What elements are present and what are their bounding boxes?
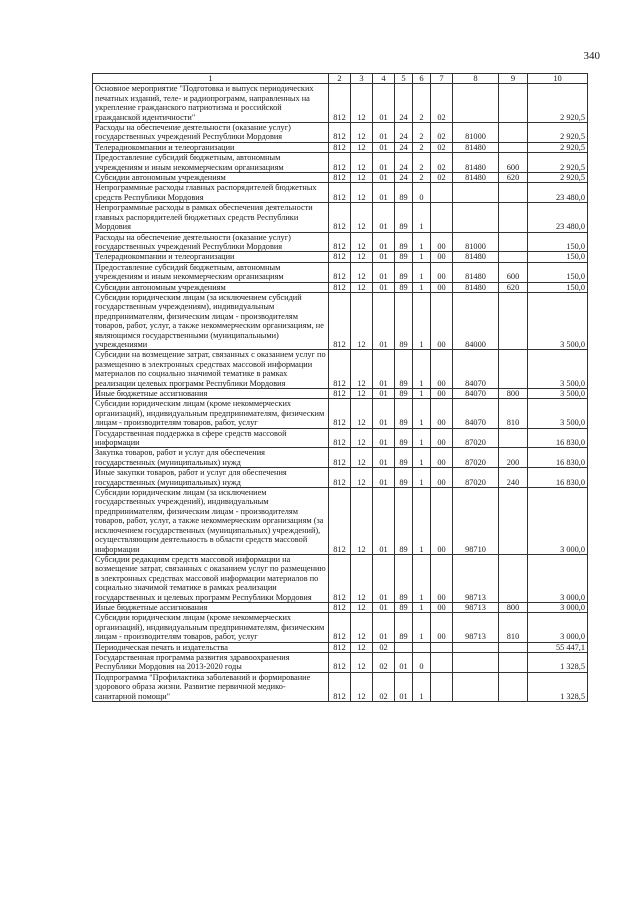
row-code-8: 81000	[453, 123, 499, 143]
row-code-3: 12	[351, 123, 373, 143]
row-code-3: 12	[351, 642, 373, 652]
row-code-9: 800	[499, 602, 528, 612]
row-code-6: 1	[413, 448, 431, 468]
row-code-2: 812	[329, 613, 351, 642]
row-code-6: 0	[413, 652, 431, 672]
row-amount: 3 000,0	[528, 602, 588, 612]
row-code-5: 89	[395, 399, 413, 428]
row-code-2: 812	[329, 554, 351, 602]
budget-table	[92, 73, 588, 702]
table-row	[93, 602, 588, 612]
row-code-3: 12	[351, 652, 373, 672]
row-code-2: 812	[329, 262, 351, 282]
row-amount: 16 830,0	[528, 448, 588, 468]
row-code-4: 01	[373, 252, 395, 262]
row-code-9: 620	[499, 282, 528, 292]
row-code-8: 87020	[453, 428, 499, 448]
row-code-7: 00	[431, 282, 453, 292]
row-code-8: 84070	[453, 399, 499, 428]
row-code-4: 01	[373, 399, 395, 428]
row-code-9	[499, 652, 528, 672]
row-description: Предоставление субсидий бюджетным, автономным учреждениям и иным некоммерческим организациям	[93, 153, 329, 173]
table-row	[93, 642, 588, 652]
row-code-9	[499, 183, 528, 203]
row-code-8	[453, 642, 499, 652]
table-row	[93, 84, 588, 123]
row-code-4: 01	[373, 428, 395, 448]
column-header-8: 8	[453, 74, 499, 84]
row-code-3: 12	[351, 232, 373, 252]
row-code-8	[453, 672, 499, 701]
row-code-2: 812	[329, 203, 351, 232]
row-description: Расходы на обеспечение деятельности (оказание услуг) государственных учреждений Республики Мордовия	[93, 232, 329, 252]
row-amount: 150,0	[528, 232, 588, 252]
column-header-2: 2	[329, 74, 351, 84]
row-code-3: 12	[351, 602, 373, 612]
row-code-3: 12	[351, 173, 373, 183]
row-description: Телерадиокомпании и телеорганизации	[93, 142, 329, 152]
row-description: Непрограммные расходы в рамках обеспечения деятельности главных распорядителей бюджетных средств Республики Мордовия	[93, 203, 329, 232]
row-code-9: 200	[499, 448, 528, 468]
row-amount: 150,0	[528, 262, 588, 282]
row-description: Субсидии редакциям средств массовой информации на возмещение затрат, связанных с оказанием услуг по размещению в электронных средствах массовой информации материалов по социально значимой тематике в рамках реализации государственных и целевых программ Республики Мордовия	[93, 554, 329, 602]
column-header-5: 5	[395, 74, 413, 84]
row-code-7: 00	[431, 350, 453, 389]
row-code-8: 84070	[453, 389, 499, 399]
row-code-9: 620	[499, 173, 528, 183]
row-code-2: 812	[329, 652, 351, 672]
row-code-5: 89	[395, 203, 413, 232]
row-code-2: 812	[329, 448, 351, 468]
row-description: Непрограммные расходы главных распорядителей бюджетных средств Республики Мордовия	[93, 183, 329, 203]
row-code-3: 12	[351, 428, 373, 448]
row-code-2: 812	[329, 142, 351, 152]
row-code-8: 98713	[453, 554, 499, 602]
row-code-2: 812	[329, 173, 351, 183]
row-description: Субсидии юридическим лицам (кроме некоммерческих организаций), индивидуальным предпринимателям, физическим лицам - производителям товаров, работ, услуг	[93, 399, 329, 428]
row-code-7: 02	[431, 173, 453, 183]
column-header-7: 7	[431, 74, 453, 84]
row-code-2: 812	[329, 350, 351, 389]
row-code-4: 01	[373, 183, 395, 203]
row-code-3: 12	[351, 672, 373, 701]
row-code-3: 12	[351, 142, 373, 152]
row-code-4: 01	[373, 554, 395, 602]
row-code-2: 812	[329, 153, 351, 173]
row-code-5: 89	[395, 389, 413, 399]
row-code-4: 01	[373, 142, 395, 152]
row-amount: 3 500,0	[528, 399, 588, 428]
row-code-6: 1	[413, 282, 431, 292]
row-code-7: 00	[431, 448, 453, 468]
row-code-3: 12	[351, 389, 373, 399]
row-code-8	[453, 84, 499, 123]
row-code-7: 00	[431, 399, 453, 428]
row-code-4: 01	[373, 232, 395, 252]
row-code-6: 2	[413, 142, 431, 152]
row-code-2: 812	[329, 389, 351, 399]
row-code-6: 1	[413, 350, 431, 389]
row-code-8: 81480	[453, 252, 499, 262]
row-code-5: 89	[395, 183, 413, 203]
row-code-7: 00	[431, 488, 453, 555]
row-code-9	[499, 252, 528, 262]
row-code-2: 812	[329, 282, 351, 292]
row-code-6: 1	[413, 252, 431, 262]
row-code-6: 1	[413, 428, 431, 448]
row-code-5: 01	[395, 672, 413, 701]
row-code-4: 01	[373, 123, 395, 143]
row-code-7: 02	[431, 84, 453, 123]
table-row	[93, 292, 588, 349]
table-row	[93, 142, 588, 152]
row-code-8: 81480	[453, 153, 499, 173]
row-code-5: 89	[395, 468, 413, 488]
row-code-8: 81480	[453, 142, 499, 152]
row-code-2: 812	[329, 672, 351, 701]
row-code-5: 24	[395, 123, 413, 143]
row-code-6: 1	[413, 389, 431, 399]
table-row	[93, 428, 588, 448]
row-amount: 2 920,5	[528, 123, 588, 143]
row-code-9: 810	[499, 399, 528, 428]
row-code-4: 01	[373, 488, 395, 555]
row-code-5: 89	[395, 252, 413, 262]
row-description: Закупка товаров, работ и услуг для обеспечения государственных (муниципальных) нужд	[93, 448, 329, 468]
row-code-9	[499, 554, 528, 602]
table-row	[93, 399, 588, 428]
row-code-3: 12	[351, 350, 373, 389]
row-code-8: 81480	[453, 262, 499, 282]
row-code-3: 12	[351, 448, 373, 468]
row-amount: 23 480,0	[528, 183, 588, 203]
row-code-5: 24	[395, 84, 413, 123]
row-code-5: 89	[395, 232, 413, 252]
table-row	[93, 488, 588, 555]
row-code-2: 812	[329, 84, 351, 123]
row-code-6: 2	[413, 123, 431, 143]
row-code-9	[499, 642, 528, 652]
row-code-4: 01	[373, 613, 395, 642]
row-amount: 2 920,5	[528, 84, 588, 123]
row-code-5: 01	[395, 652, 413, 672]
row-code-7	[431, 203, 453, 232]
row-amount: 16 830,0	[528, 428, 588, 448]
row-code-4: 01	[373, 173, 395, 183]
row-code-9: 240	[499, 468, 528, 488]
row-code-4: 01	[373, 203, 395, 232]
row-code-5: 89	[395, 292, 413, 349]
row-description: Субсидии автономным учреждениям	[93, 282, 329, 292]
row-description: Предоставление субсидий бюджетным, автономным учреждениям и иным некоммерческим организациям	[93, 262, 329, 282]
row-code-4: 01	[373, 468, 395, 488]
table-row	[93, 389, 588, 399]
row-amount: 2 920,5	[528, 142, 588, 152]
row-description: Субсидии на возмещение затрат, связанных с оказанием услуг по размещению в электронных средствах массовой информации материалов по социально значимой тематике в рамках реализации целевых программ Республики Мордовия	[93, 350, 329, 389]
column-header-9: 9	[499, 74, 528, 84]
row-amount: 55 447,1	[528, 642, 588, 652]
row-code-2: 812	[329, 468, 351, 488]
table-row	[93, 153, 588, 173]
row-code-7: 02	[431, 123, 453, 143]
row-code-2: 812	[329, 292, 351, 349]
row-code-3: 12	[351, 468, 373, 488]
row-code-4: 01	[373, 84, 395, 123]
row-code-5: 89	[395, 602, 413, 612]
row-code-4: 01	[373, 262, 395, 282]
row-code-9	[499, 142, 528, 152]
row-code-6: 1	[413, 488, 431, 555]
row-amount: 3 500,0	[528, 292, 588, 349]
row-amount: 150,0	[528, 252, 588, 262]
row-code-9	[499, 123, 528, 143]
row-code-6: 1	[413, 292, 431, 349]
column-header-1: 1	[93, 74, 329, 84]
row-code-7: 00	[431, 262, 453, 282]
row-description: Субсидии автономным учреждениям	[93, 173, 329, 183]
row-code-6: 1	[413, 399, 431, 428]
column-header-10: 10	[528, 74, 588, 84]
row-code-4: 01	[373, 350, 395, 389]
row-code-6: 1	[413, 468, 431, 488]
row-code-7	[431, 672, 453, 701]
row-code-7: 00	[431, 468, 453, 488]
table-row	[93, 173, 588, 183]
row-code-4: 02	[373, 672, 395, 701]
row-code-8: 98713	[453, 613, 499, 642]
row-amount: 23 480,0	[528, 203, 588, 232]
row-code-7	[431, 183, 453, 203]
row-amount: 16 830,0	[528, 468, 588, 488]
row-code-2: 812	[329, 428, 351, 448]
row-code-6: 1	[413, 203, 431, 232]
table-row	[93, 672, 588, 701]
row-description: Телерадиокомпании и телеорганизации	[93, 252, 329, 262]
table-body	[93, 84, 588, 702]
row-code-3: 12	[351, 153, 373, 173]
row-code-5: 89	[395, 428, 413, 448]
row-code-3: 12	[351, 292, 373, 349]
row-code-6: 1	[413, 554, 431, 602]
row-code-9: 810	[499, 613, 528, 642]
row-amount: 3 500,0	[528, 389, 588, 399]
row-code-9	[499, 232, 528, 252]
table-row	[93, 262, 588, 282]
row-amount: 2 920,5	[528, 153, 588, 173]
row-code-7: 02	[431, 153, 453, 173]
row-code-5: 89	[395, 350, 413, 389]
row-code-7	[431, 642, 453, 652]
row-description: Иные закупки товаров, работ и услуг для обеспечения государственных (муниципальных) нужд	[93, 468, 329, 488]
row-code-5: 89	[395, 448, 413, 468]
table-row	[93, 652, 588, 672]
row-code-2: 812	[329, 252, 351, 262]
row-description: Иные бюджетные ассигнования	[93, 602, 329, 612]
row-code-5: 24	[395, 153, 413, 173]
row-code-6: 0	[413, 183, 431, 203]
row-description: Субсидии юридическим лицам (за исключением государственных учреждений), индивидуальным предпринимателям, физическим лицам - производителям товаров, работ, услуг, а также некоммерческим организациям (за исключением государственных (муниципальных) учреждений), осуществляющим деятельность в области средств массовой информации	[93, 488, 329, 555]
row-code-6: 2	[413, 173, 431, 183]
row-code-4: 01	[373, 292, 395, 349]
row-code-8: 81000	[453, 232, 499, 252]
row-code-2: 812	[329, 183, 351, 203]
row-code-8: 84070	[453, 350, 499, 389]
row-amount: 1 328,5	[528, 672, 588, 701]
row-amount: 3 000,0	[528, 613, 588, 642]
table-row	[93, 183, 588, 203]
row-code-3: 12	[351, 262, 373, 282]
row-code-4: 02	[373, 642, 395, 652]
row-code-5: 24	[395, 142, 413, 152]
row-code-7: 02	[431, 142, 453, 152]
row-code-8: 87020	[453, 448, 499, 468]
row-amount: 3 000,0	[528, 554, 588, 602]
row-code-3: 12	[351, 183, 373, 203]
row-description: Субсидии юридическим лицам (за исключением субсидий государственным учреждениям), индивидуальным предпринимателям, физическим лицам - производителям товаров, работ, услуг, а также некоммерческим организациям, не являющимся государственными (муниципальными) учреждениями	[93, 292, 329, 349]
row-code-6: 1	[413, 232, 431, 252]
row-code-8: 98710	[453, 488, 499, 555]
row-code-5: 24	[395, 173, 413, 183]
row-code-9	[499, 292, 528, 349]
row-code-2: 812	[329, 123, 351, 143]
table-row	[93, 448, 588, 468]
row-amount: 2 920,5	[528, 173, 588, 183]
row-code-3: 12	[351, 203, 373, 232]
row-code-5: 89	[395, 282, 413, 292]
row-code-3: 12	[351, 613, 373, 642]
row-code-8	[453, 183, 499, 203]
row-description: Государственная поддержка в сфере средств массовой информации	[93, 428, 329, 448]
row-code-3: 12	[351, 488, 373, 555]
row-code-5: 89	[395, 554, 413, 602]
table-row	[93, 282, 588, 292]
table-row	[93, 203, 588, 232]
row-code-9	[499, 350, 528, 389]
row-code-2: 812	[329, 399, 351, 428]
row-code-8	[453, 203, 499, 232]
table-row	[93, 350, 588, 389]
row-code-5: 89	[395, 262, 413, 282]
row-code-9	[499, 428, 528, 448]
row-code-3: 12	[351, 282, 373, 292]
row-description: Государственная программа развития здравоохранения Республики Мордовия на 2013-2020 годы	[93, 652, 329, 672]
row-amount: 3 500,0	[528, 350, 588, 389]
row-code-2: 812	[329, 232, 351, 252]
row-code-9	[499, 84, 528, 123]
row-code-2: 812	[329, 488, 351, 555]
table-row	[93, 123, 588, 143]
row-code-4: 01	[373, 602, 395, 612]
row-code-7: 00	[431, 613, 453, 642]
row-code-7	[431, 652, 453, 672]
row-code-3: 12	[351, 399, 373, 428]
row-code-7: 00	[431, 602, 453, 612]
row-code-9: 600	[499, 262, 528, 282]
row-amount: 3 000,0	[528, 488, 588, 555]
row-code-3: 12	[351, 252, 373, 262]
table-row	[93, 468, 588, 488]
row-code-6: 1	[413, 613, 431, 642]
row-code-4: 02	[373, 652, 395, 672]
row-code-3: 12	[351, 84, 373, 123]
row-code-8: 84000	[453, 292, 499, 349]
row-code-6: 2	[413, 84, 431, 123]
row-amount: 1 328,5	[528, 652, 588, 672]
row-code-7: 00	[431, 292, 453, 349]
column-header-4: 4	[373, 74, 395, 84]
row-code-8: 81480	[453, 173, 499, 183]
row-code-9	[499, 203, 528, 232]
row-description: Подпрограмма "Профилактика заболеваний и формирование здорового образа жизни. Развитие первичной медико-санитарной помощи"	[93, 672, 329, 701]
row-code-3: 12	[351, 554, 373, 602]
row-code-7: 00	[431, 428, 453, 448]
row-code-6: 1	[413, 602, 431, 612]
table-header-row	[93, 74, 588, 84]
row-code-6: 1	[413, 262, 431, 282]
row-code-7: 00	[431, 252, 453, 262]
row-code-4: 01	[373, 282, 395, 292]
table-row	[93, 613, 588, 642]
row-code-6	[413, 642, 431, 652]
row-code-9: 800	[499, 389, 528, 399]
row-code-7: 00	[431, 232, 453, 252]
row-code-5: 89	[395, 488, 413, 555]
column-header-6: 6	[413, 74, 431, 84]
row-description: Расходы на обеспечение деятельности (оказание услуг) государственных учреждений Республики Мордовия	[93, 123, 329, 143]
column-header-3: 3	[351, 74, 373, 84]
row-code-2: 812	[329, 642, 351, 652]
row-code-5	[395, 642, 413, 652]
row-code-4: 01	[373, 448, 395, 468]
row-code-6: 1	[413, 672, 431, 701]
row-code-8: 87020	[453, 468, 499, 488]
row-code-9	[499, 672, 528, 701]
row-description: Иные бюджетные ассигнования	[93, 389, 329, 399]
row-code-2: 812	[329, 602, 351, 612]
row-code-9	[499, 488, 528, 555]
row-code-4: 01	[373, 153, 395, 173]
row-description: Субсидии юридическим лицам (кроме некоммерческих организаций), индивидуальным предпринимателям, физическим лицам - производителям товаров, работ, услуг	[93, 613, 329, 642]
row-description: Основное мероприятие "Подготовка и выпуск периодических печатных изданий, теле- и радиопрограмм, направленных на укрепление гражданского патриотизма и российской гражданской идентичности"	[93, 84, 329, 123]
table-row	[93, 554, 588, 602]
row-amount: 150,0	[528, 282, 588, 292]
row-code-4: 01	[373, 389, 395, 399]
row-code-5: 89	[395, 613, 413, 642]
row-code-8: 81480	[453, 282, 499, 292]
row-code-8: 98713	[453, 602, 499, 612]
row-code-8	[453, 652, 499, 672]
row-code-7: 00	[431, 554, 453, 602]
row-code-7: 00	[431, 389, 453, 399]
page-number: 340	[583, 50, 600, 62]
table-row	[93, 232, 588, 252]
row-code-6: 2	[413, 153, 431, 173]
row-description: Периодическая печать и издательства	[93, 642, 329, 652]
table-row	[93, 252, 588, 262]
row-code-9: 600	[499, 153, 528, 173]
